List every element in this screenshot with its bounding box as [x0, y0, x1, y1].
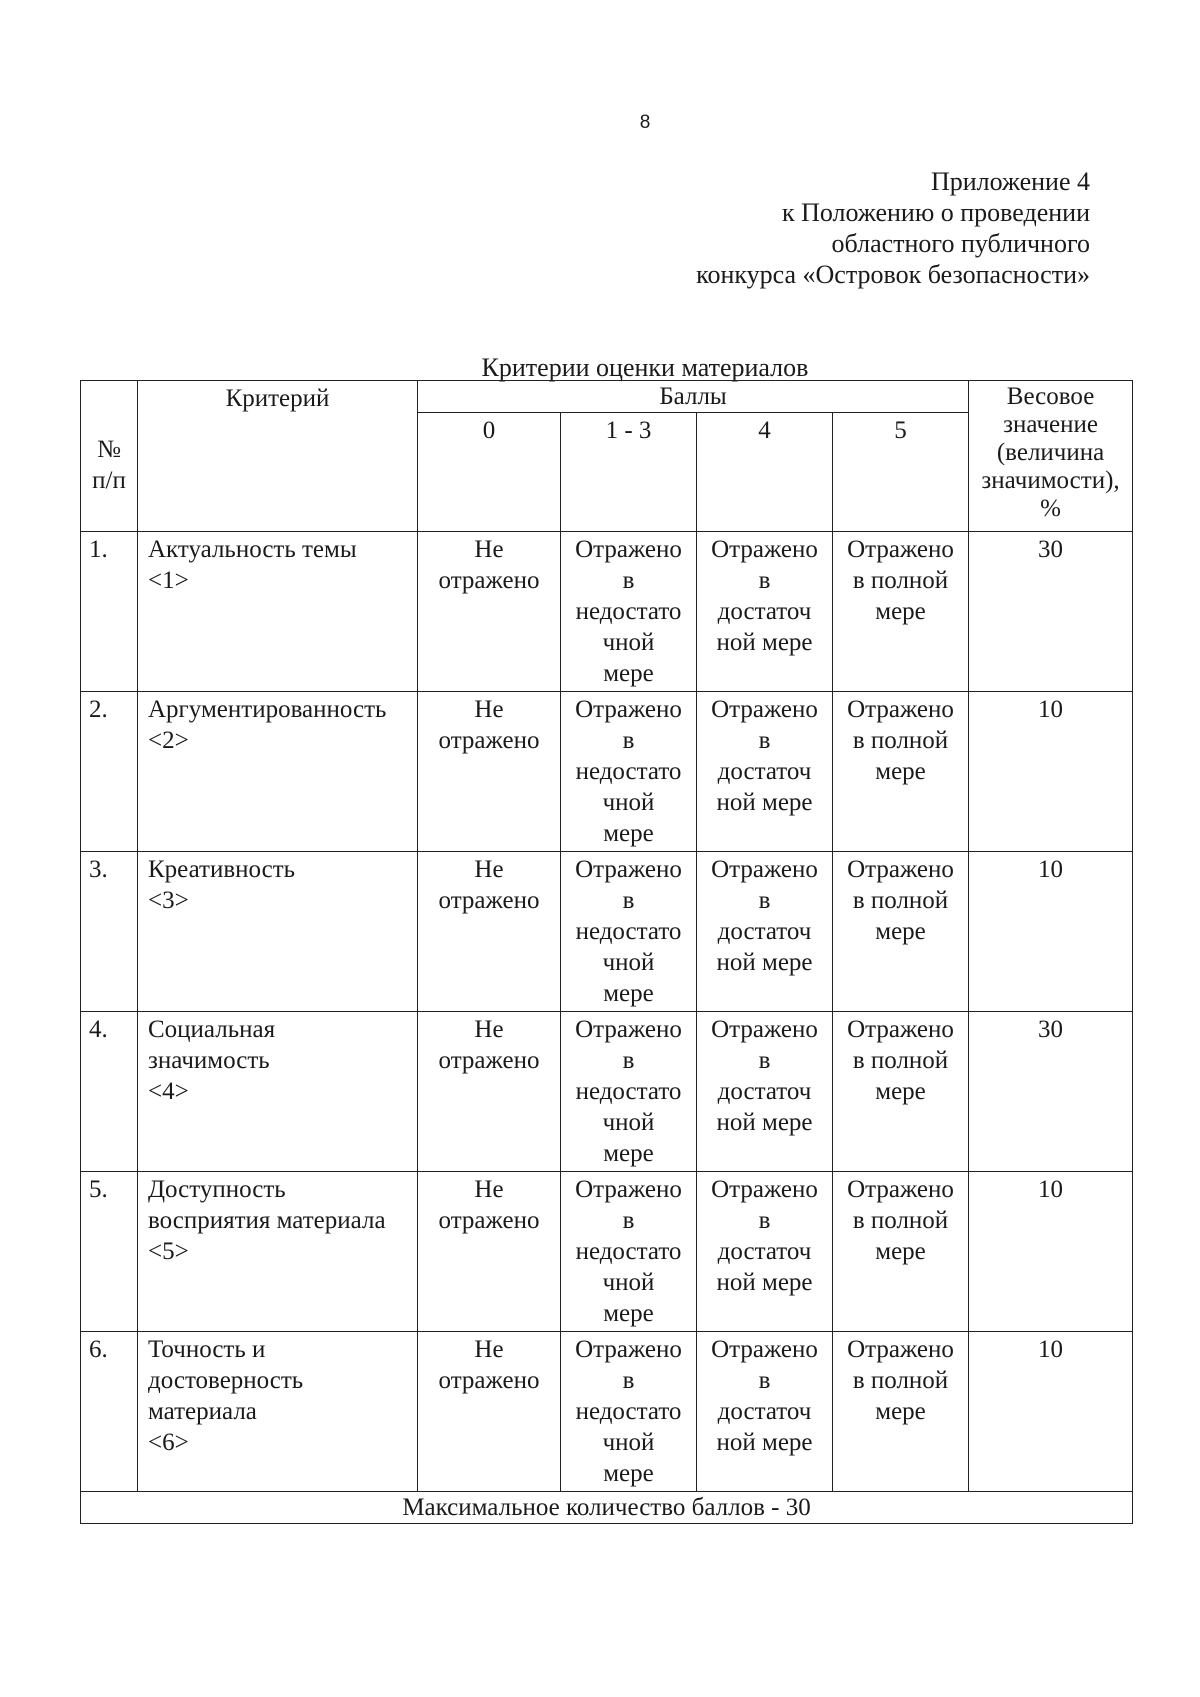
max-score-total: Максимальное количество баллов - 30: [81, 1492, 1133, 1524]
row-score-5-line: в полной: [852, 1047, 949, 1074]
row-score-1-3-line: чной: [602, 949, 655, 976]
row-score-1-3-line: Отражено: [575, 1016, 682, 1043]
row-score-4-line: в: [758, 727, 771, 754]
row-score-4: [697, 852, 833, 1012]
header-weight-line: %: [1040, 495, 1061, 522]
row-score-4: [697, 1012, 833, 1172]
row-score-4-line: ной мере: [716, 1269, 813, 1296]
appendix-line: к Положению о проведении: [781, 198, 1090, 227]
row-score-5-line: мере: [875, 1238, 926, 1265]
row-score-1-3-line: в: [622, 887, 635, 914]
header-score-5: 5: [833, 413, 969, 532]
table-row: [81, 692, 1133, 852]
row-score-0-line: Не: [474, 1336, 504, 1363]
row-number: 5.: [81, 1172, 138, 1332]
row-score-1-3-line: Отражено: [575, 536, 682, 563]
row-score-1-3: [561, 1172, 697, 1332]
row-score-1-3-line: недостато: [575, 1078, 682, 1105]
row-score-4: [697, 532, 833, 692]
row-score-4-line: ной мере: [716, 949, 813, 976]
row-criterion: [138, 852, 418, 1012]
row-score-1-3-line: чной: [602, 789, 655, 816]
row-score-5-line: в полной: [852, 1207, 949, 1234]
row-criterion-line: <3>: [148, 887, 189, 914]
row-score-5: [833, 1012, 969, 1172]
row-criterion-line: <6>: [148, 1429, 189, 1456]
row-score-4-line: достаточ: [717, 1398, 812, 1425]
row-score-0-line: Не: [474, 856, 504, 883]
row-score-1-3-line: в: [622, 567, 635, 594]
row-criterion-line: <1>: [148, 567, 189, 594]
header-weight-line: (величина: [996, 439, 1105, 466]
row-criterion: [138, 1172, 418, 1332]
row-score-5: [833, 532, 969, 692]
row-score-4-line: в: [758, 1047, 771, 1074]
row-number: 4.: [81, 1012, 138, 1172]
row-score-1-3-line: недостато: [575, 918, 682, 945]
row-score-1-3-line: чной: [602, 629, 655, 656]
appendix-line: Приложение 4: [930, 167, 1090, 196]
row-score-4: [697, 1172, 833, 1332]
row-number: 1.: [81, 532, 138, 692]
row-score-0: [418, 1332, 561, 1492]
row-criterion-line: <4>: [148, 1078, 189, 1105]
header-score-1-3: 1 - 3: [561, 413, 697, 532]
row-score-5-line: в полной: [852, 887, 949, 914]
row-score-4-line: достаточ: [717, 598, 812, 625]
row-score-0-line: отражено: [438, 727, 540, 754]
row-criterion: [138, 532, 418, 692]
row-criterion: [138, 692, 418, 852]
row-score-5-line: мере: [875, 1078, 926, 1105]
row-score-1-3-line: в: [622, 727, 635, 754]
row-score-0: [418, 532, 561, 692]
row-number: 6.: [81, 1332, 138, 1492]
row-score-4-line: Отражено: [711, 1176, 818, 1203]
row-score-0-line: Не: [474, 1016, 504, 1043]
row-score-5-line: Отражено: [847, 1336, 954, 1363]
table-row: [81, 1012, 1133, 1172]
row-score-1-3-line: Отражено: [575, 856, 682, 883]
row-score-1-3-line: недостато: [575, 598, 682, 625]
row-score-0: [418, 852, 561, 1012]
row-score-1-3: [561, 532, 697, 692]
row-score-0-line: отражено: [438, 1207, 540, 1234]
row-score-1-3-line: в: [622, 1367, 635, 1394]
row-score-0: [418, 1172, 561, 1332]
appendix-line: конкурса «Островок безопасности»: [696, 260, 1090, 289]
header-score-4: 4: [697, 413, 833, 532]
row-score-1-3-line: в: [622, 1047, 635, 1074]
row-score-4-line: Отражено: [711, 856, 818, 883]
row-score-1-3-line: Отражено: [575, 1176, 682, 1203]
row-score-1-3-line: мере: [603, 660, 654, 687]
header-points: Баллы: [418, 381, 969, 413]
row-score-0-line: Не: [474, 1176, 504, 1203]
row-score-1-3-line: чной: [602, 1429, 655, 1456]
row-number: 3.: [81, 852, 138, 1012]
row-score-5-line: Отражено: [847, 856, 954, 883]
row-score-1-3-line: недостато: [575, 1398, 682, 1425]
row-criterion-line: Доступность: [148, 1176, 286, 1203]
header-weight: [969, 381, 1133, 532]
row-score-0-line: Не: [474, 696, 504, 723]
row-score-5-line: мере: [875, 758, 926, 785]
row-score-1-3-line: чной: [602, 1109, 655, 1136]
row-score-5: [833, 692, 969, 852]
row-weight: 10: [969, 1332, 1133, 1492]
row-score-4: [697, 692, 833, 852]
header-weight-line: значение: [1003, 411, 1098, 438]
header-criterion: Критерий: [138, 381, 418, 532]
row-criterion-line: материала: [148, 1398, 257, 1425]
row-score-0: [418, 692, 561, 852]
row-score-4-line: ной мере: [716, 629, 813, 656]
row-score-5: [833, 1172, 969, 1332]
row-criterion-line: <5>: [148, 1238, 189, 1265]
row-criterion-line: восприятия материала: [148, 1207, 386, 1234]
row-score-5-line: в полной: [852, 727, 949, 754]
row-score-4-line: достаточ: [717, 918, 812, 945]
header-row-1: [81, 381, 1133, 413]
table-title: Критерии оценки материалов: [481, 353, 809, 382]
row-weight: 10: [969, 692, 1133, 852]
row-score-4-line: Отражено: [711, 1336, 818, 1363]
row-score-0-line: отражено: [438, 887, 540, 914]
row-score-1-3-line: Отражено: [575, 696, 682, 723]
row-criterion-line: Аргументированность: [148, 696, 387, 723]
row-score-1-3-line: мере: [603, 820, 654, 847]
header-num: [81, 381, 138, 532]
row-criterion-line: достоверность: [148, 1367, 304, 1394]
row-score-1-3-line: чной: [602, 1269, 655, 1296]
row-weight: 30: [969, 1012, 1133, 1172]
row-score-4-line: в: [758, 567, 771, 594]
row-score-5-line: Отражено: [847, 536, 954, 563]
row-score-1-3-line: в: [622, 1207, 635, 1234]
header-score-0: 0: [418, 413, 561, 532]
row-score-1-3: [561, 692, 697, 852]
row-score-1-3-line: мере: [603, 980, 654, 1007]
row-criterion-line: значимость: [148, 1047, 270, 1074]
row-score-5-line: мере: [875, 918, 926, 945]
row-score-4-line: Отражено: [711, 696, 818, 723]
table-row: [81, 532, 1133, 692]
row-score-0: [418, 1012, 561, 1172]
header-weight-line: Весовое: [1006, 383, 1095, 410]
table-row: [81, 1332, 1133, 1492]
row-score-5-line: в полной: [852, 1367, 949, 1394]
row-score-4-line: в: [758, 1367, 771, 1394]
row-score-4-line: достаточ: [717, 1078, 812, 1105]
row-score-0-line: отражено: [438, 1047, 540, 1074]
row-score-1-3-line: мере: [603, 1300, 654, 1327]
row-score-4-line: ной мере: [716, 1429, 813, 1456]
appendix-line: областного публичного: [831, 229, 1090, 258]
row-score-1-3-line: мере: [603, 1140, 654, 1167]
row-criterion-line: Актуальность темы: [148, 536, 357, 563]
row-score-0-line: Не: [474, 536, 504, 563]
row-score-4: [697, 1332, 833, 1492]
row-score-5-line: в полной: [852, 567, 949, 594]
appendix-heading: [696, 166, 1090, 290]
row-weight: 10: [969, 1172, 1133, 1332]
row-score-5: [833, 852, 969, 1012]
row-criterion-line: Социальная: [148, 1016, 276, 1043]
row-score-4-line: в: [758, 887, 771, 914]
row-score-4-line: ной мере: [716, 1109, 813, 1136]
page-number: 8: [639, 112, 651, 133]
row-score-1-3-line: недостато: [575, 1238, 682, 1265]
row-score-4-line: в: [758, 1207, 771, 1234]
criteria-table: [80, 380, 1133, 1524]
row-score-4-line: достаточ: [717, 758, 812, 785]
row-criterion-line: Креативность: [148, 856, 296, 883]
header-num-symbol: №: [97, 436, 121, 463]
row-weight: 10: [969, 852, 1133, 1012]
table-row: [81, 852, 1133, 1012]
header-num-pp: п/п: [92, 467, 126, 494]
row-score-1-3: [561, 852, 697, 1012]
row-score-5-line: Отражено: [847, 1176, 954, 1203]
row-weight: 30: [969, 532, 1133, 692]
row-score-4-line: Отражено: [711, 1016, 818, 1043]
row-score-5-line: Отражено: [847, 1016, 954, 1043]
row-criterion-line: Точность и: [148, 1336, 266, 1363]
header-weight-line: значимости),: [981, 467, 1120, 494]
row-score-1-3: [561, 1332, 697, 1492]
row-score-5-line: мере: [875, 1398, 926, 1425]
row-criterion: [138, 1332, 418, 1492]
row-criterion-line: <2>: [148, 727, 189, 754]
row-score-4-line: достаточ: [717, 1238, 812, 1265]
table-row: [81, 1172, 1133, 1332]
row-score-0-line: отражено: [438, 567, 540, 594]
row-number: 2.: [81, 692, 138, 852]
row-score-1-3-line: Отражено: [575, 1336, 682, 1363]
row-score-0-line: отражено: [438, 1367, 540, 1394]
row-score-5: [833, 1332, 969, 1492]
row-score-1-3-line: недостато: [575, 758, 682, 785]
row-criterion: [138, 1012, 418, 1172]
row-score-5-line: мере: [875, 598, 926, 625]
row-score-1-3-line: мере: [603, 1460, 654, 1487]
total-row: [81, 1492, 1133, 1524]
row-score-4-line: Отражено: [711, 536, 818, 563]
row-score-5-line: Отражено: [847, 696, 954, 723]
row-score-1-3: [561, 1012, 697, 1172]
row-score-4-line: ной мере: [716, 789, 813, 816]
